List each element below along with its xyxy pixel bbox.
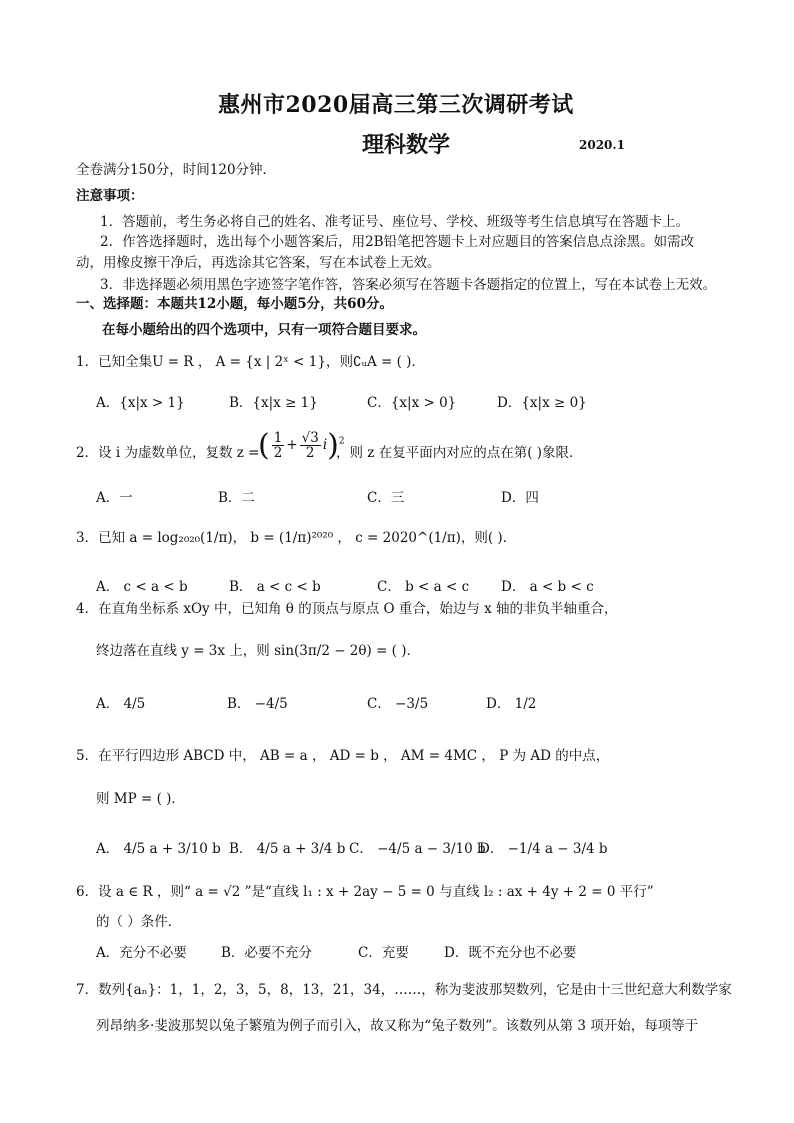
question-6-stem-line2: 的（ ）条件． (96, 914, 182, 930)
question-6-option-b: B．必要不充分 (221, 945, 312, 961)
question-1-option-a: A．{x|x > 1} (96, 395, 185, 411)
question-3-option-a: A． c < a < b (96, 579, 188, 595)
question-3-option-c: C． b < a < c (377, 579, 470, 595)
question-5-option-a: A． 4/5 a + 3/10 b (96, 841, 221, 857)
question-2-stem-pre: 2．设 i 为虚数单位，复数 z = (76, 445, 260, 461)
exam-subject: 理科数学 (362, 132, 451, 158)
question-6-option-a: A．充分不必要 (96, 945, 187, 961)
question-2-option-c: C．三 (367, 490, 405, 506)
question-5-stem-line2: 则 MP = ( )． (96, 791, 185, 807)
question-5-stem-line1: 5．在平行四边形 ABCD 中， AB = a ， AD = b ， AM = 4MC ， P 为 AD 的中点， (76, 748, 610, 764)
notes-heading: 注意事项： (76, 188, 144, 204)
question-5-option-d: D． −1/4 a − 3/4 b (479, 841, 608, 857)
question-4-stem-line2: 终边落在直线 y = 3x 上，则 sin(3π/2 − 2θ) = ( )． (96, 643, 420, 659)
question-5-option-b: B． 4/5 a + 3/4 b (229, 841, 346, 857)
section-instruction: 在每小题给出的四个选项中，只有一项符合题目要求。 (102, 322, 426, 338)
note-item-2-cont: 动，用橡皮擦干净后，再选涂其它答案，写在本试卷上无效。 (76, 255, 441, 271)
question-2-option-a: A．一 (96, 490, 133, 506)
question-2-stem-post: ，则 z 在复平面内对应的点在第( )象限． (336, 445, 583, 461)
question-6-stem-line1: 6．设 a ∈ R ，则“ a = √2 ”是“直线 l₁ : x + 2ay − 5 = 0 与直线 l₂ : ax + 4y + 2 = 0 平行” (76, 884, 654, 900)
question-4-option-b: B． −4/5 (227, 696, 288, 712)
question-3-stem: 3．已知 a = log₂₀₂₀(1/π)， b = (1/π)²⁰²⁰ ， c = 2020^(1/π)，则( )． (76, 530, 517, 546)
question-7-line1: 7．数列{aₙ}：1，1，2，3，5，8，13，21，34，……，称为斐波那契数列，它是由十三世纪意大利数学家 (76, 982, 732, 998)
question-1-option-d: D．{x|x ≥ 0} (497, 395, 587, 411)
question-2-option-d: D．四 (501, 490, 539, 506)
note-item-1: 1．答题前，考生务必将自己的姓名、准考证号、座位号、学校、班级等考生信息填写在答题卡上。 (100, 214, 690, 230)
question-4-stem-line1: 4．在直角坐标系 xOy 中，已知角 θ 的顶点与原点 O 重合，始边与 x 轴的非负半轴重合， (76, 601, 618, 617)
question-7-line2: 列昂纳多·斐波那契以兔子繁殖为例子而引入，故又称为“兔子数列”。该数列从第 3 项开始，每项等于 (96, 1018, 699, 1034)
question-4-option-a: A． 4/5 (96, 696, 146, 712)
question-1-option-b: B．{x|x ≥ 1} (229, 395, 318, 411)
question-2-option-b: B．二 (218, 490, 255, 506)
exam-title: 惠州市2020届高三第三次调研考试 (218, 92, 574, 118)
question-4-option-d: D． 1/2 (486, 696, 537, 712)
note-item-3: 3．非选择题必须用黑色字迹签字笔作答，答案必须写在答题卡各题指定的位置上，写在本试卷上无效。 (100, 277, 717, 293)
exam-date: 2020.1 (579, 138, 625, 152)
question-1-option-c: C．{x|x > 0} (367, 395, 457, 411)
question-4-option-c: C． −3/5 (367, 696, 429, 712)
question-6-option-c: C．充要 (358, 945, 409, 961)
question-6-option-d: D．既不充分也不必要 (444, 945, 577, 961)
question-2-complex-expr: ( $\frac{1}{2}$ + $\frac{√3}{2}$ i)$^2$ (258, 428, 345, 463)
question-3-option-d: D． a < b < c (501, 579, 594, 595)
section-heading: 一、选择题：本题共12小题，每小题5分，共60分。 (76, 296, 393, 312)
question-3-option-b: B． a < c < b (229, 579, 321, 595)
note-item-2: 2．作答选择题时，选出每个小题答案后，用2B铅笔把答题卡上对应题目的答案信息点涂黑。如需改 (100, 234, 695, 250)
intro-line: 全卷满分150分，时间120分钟． (76, 162, 277, 178)
question-1-stem: 1．已知全集U = R ， A = {x | 2ˣ < 1}，则∁ᵤA = ( )． (76, 354, 425, 370)
question-5-option-c: C． −4/5 a − 3/10 b (349, 841, 486, 857)
